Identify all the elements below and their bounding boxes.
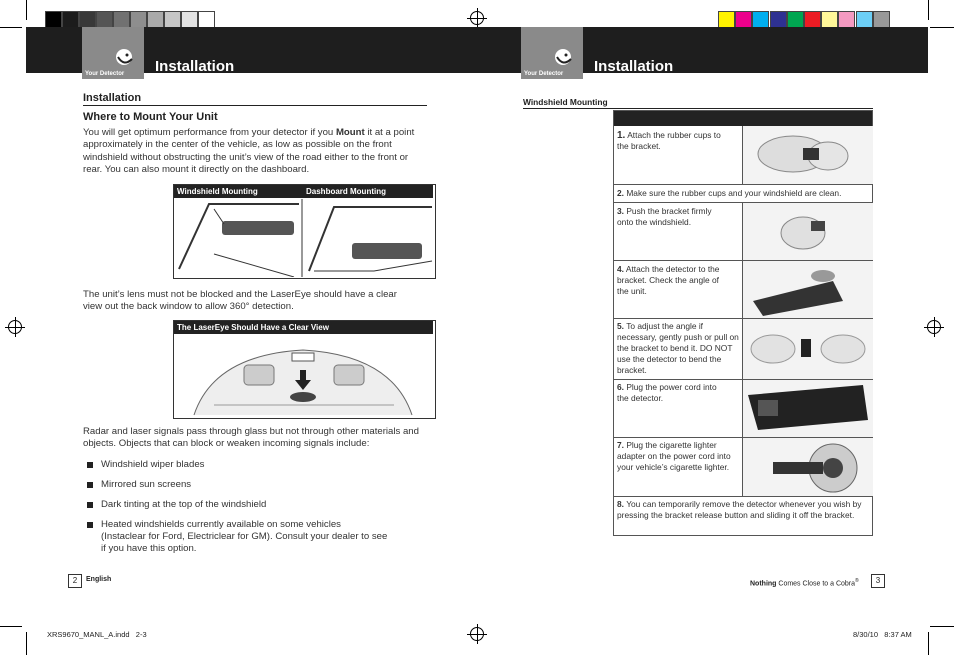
crop-mark [930, 27, 954, 28]
lasereye-figure [173, 320, 436, 419]
section-heading: Installation [83, 92, 142, 104]
step-photo [742, 203, 873, 260]
crop-mark [26, 632, 27, 655]
car-interior-illustration [174, 335, 433, 417]
registration-mark-icon [470, 11, 484, 25]
signals-paragraph: Radar and laser signals pass through glass but not through other materials and objects. Objects that can block or weaken incoming signals include: [83, 426, 419, 450]
page-number: 2 [68, 574, 82, 588]
section-label: Windshield Mounting [523, 97, 608, 107]
heading-rule [83, 105, 427, 106]
step-row: 1. Attach the rubber cups to the bracket. [613, 126, 873, 185]
subheading: Where to Mount Your Unit [83, 111, 218, 123]
mounting-figure [173, 184, 436, 279]
figure-header: The LaserEye Should Have a Clear View [174, 321, 433, 334]
page-title: Installation [155, 58, 235, 75]
figure-label-windshield: Windshield Mounting [177, 187, 258, 196]
crop-mark [928, 0, 929, 20]
crop-mark [930, 626, 954, 627]
footer-tagline: Nothing Comes Close to a Cobra® [750, 578, 859, 588]
lens-paragraph: The unit’s lens must not be blocked and the LaserEye should have a clear view out the back window to allow 360° detection. [83, 289, 397, 313]
slug-date: 8/30/10 8:37 AM [853, 630, 912, 639]
step-row: 4. Attach the detector to the bracket. Check the angle of the unit. [613, 261, 873, 319]
header-tab [521, 27, 583, 79]
tab-label: Your Detector [85, 71, 125, 77]
step-photo [742, 126, 873, 184]
crop-mark [26, 0, 27, 20]
registration-mark-icon [8, 320, 22, 334]
list-item: Dark tinting at the top of the windshield [88, 499, 388, 511]
page-number: 3 [871, 574, 885, 588]
step-photo [742, 261, 873, 318]
figure-header [174, 185, 433, 198]
list-item: Heated windshields currently available on some vehicles (Instaclear for Ford, Electriclear for GM). Consult your dealer to see if you have this option. [88, 519, 388, 555]
crop-mark [0, 27, 22, 28]
mounting-illustration [174, 199, 433, 277]
registration-mark-icon [927, 320, 941, 334]
list-item: Windshield wiper blades [88, 459, 388, 471]
footer-language: English [86, 576, 112, 583]
crop-mark [928, 632, 929, 655]
section-rule [523, 108, 873, 109]
step-row: 6. Plug the power cord into the detector. [613, 380, 873, 438]
step-row: 7. Plug the cigarette lighter adapter on the power cord into your vehicle’s cigarette lighter. [613, 438, 873, 497]
slug-filename: XRS9670_MANL_A.indd 2-3 [47, 630, 147, 639]
header-tab [82, 27, 144, 79]
step-row: 5. To adjust the angle if necessary, gently push or pull on the bracket to bend it. DO NOT use the detector to bend the bracket. [613, 319, 873, 380]
step-photo [742, 319, 873, 379]
list-item: Mirrored sun screens [88, 479, 388, 491]
crop-mark [0, 626, 22, 627]
step-row: 3. Push the bracket firmly onto the windshield. [613, 203, 873, 261]
registration-mark-icon [470, 627, 484, 641]
page-title: Installation [594, 58, 674, 75]
mount-paragraph: You will get optimum performance from your detector if you Mount it at a point approximately in the center of the vehicle, as low as possible on the front windshield without obstructing the unit’s view of the road either to the front or rear. You can also mount it directly on the dashboard. [83, 127, 415, 176]
step-row: 8. You can temporarily remove the detector whenever you wish by pressing the bracket release button and sliding it off the bracket. [617, 499, 862, 520]
step-row: 2. Make sure the rubber cups and your windshield are clean. [613, 185, 873, 203]
tab-label: Your Detector [524, 71, 564, 77]
figure-label-dashboard: Dashboard Mounting [306, 187, 386, 196]
step-photo [742, 380, 873, 437]
step-photo [742, 438, 873, 496]
